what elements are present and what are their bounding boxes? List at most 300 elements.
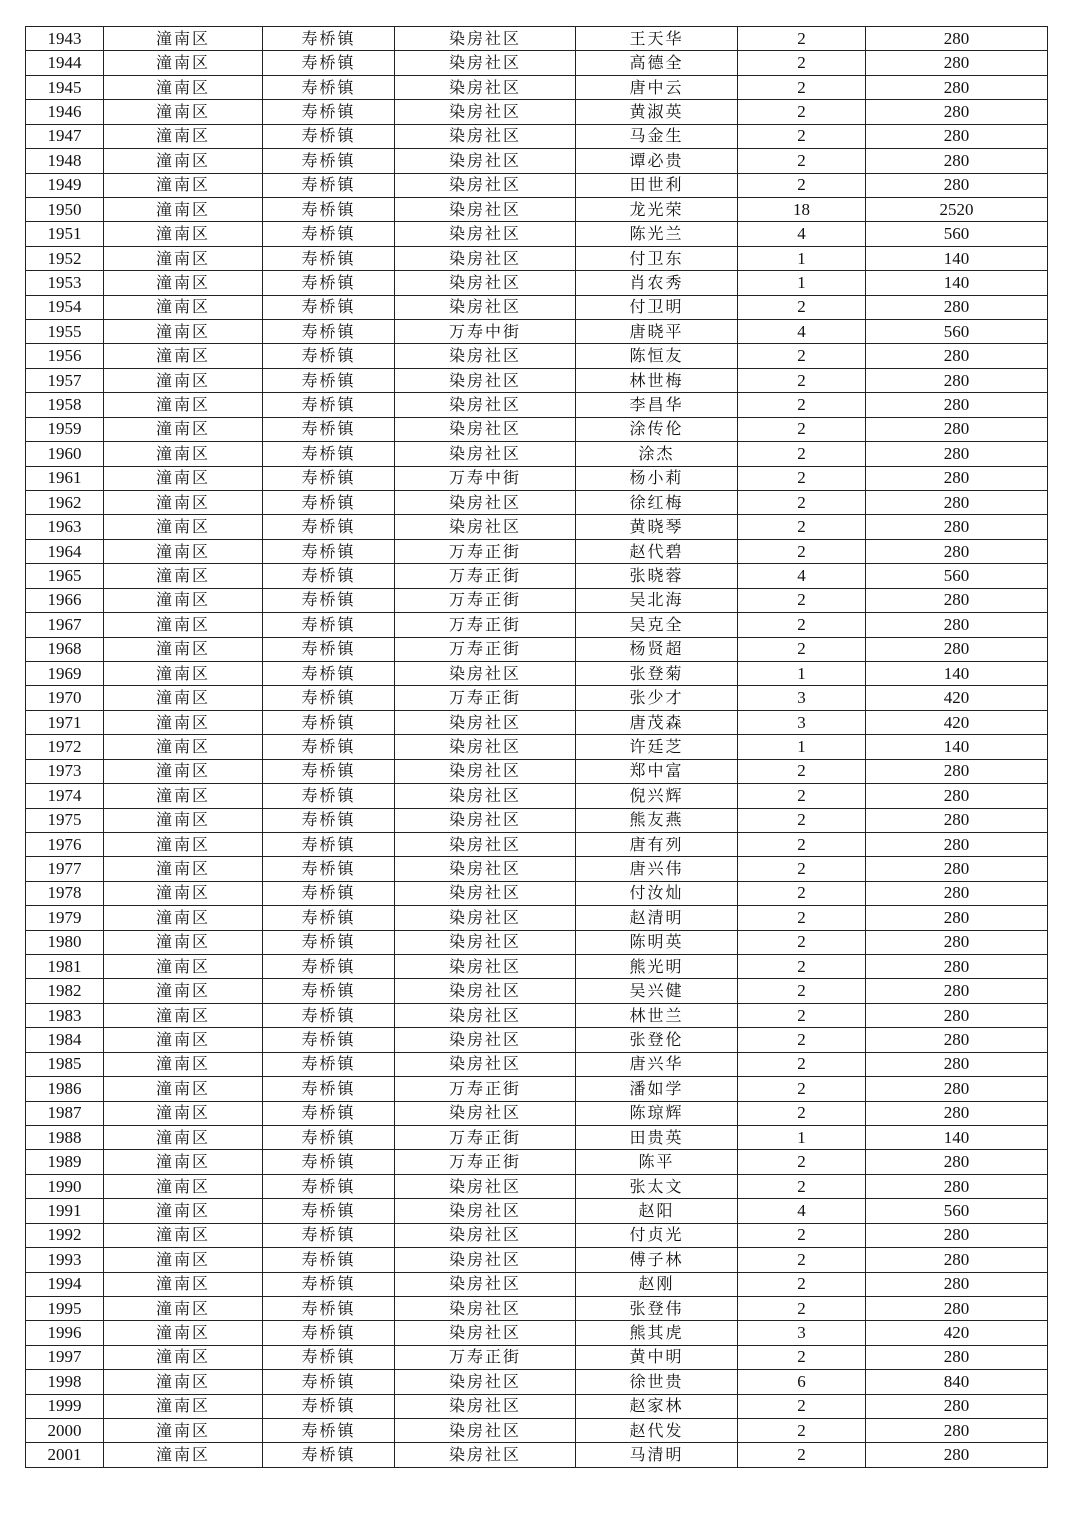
- district-cell: 潼南区: [104, 613, 263, 637]
- district-cell: 潼南区: [104, 368, 263, 392]
- town-cell: 寿桥镇: [263, 564, 395, 588]
- town-cell: 寿桥镇: [263, 1370, 395, 1394]
- name-cell: 黄淑英: [576, 100, 738, 124]
- amount-cell: 280: [866, 1052, 1048, 1076]
- amount-cell: 420: [866, 686, 1048, 710]
- district-cell: 潼南区: [104, 1199, 263, 1223]
- index-cell: 1971: [26, 710, 104, 734]
- district-cell: 潼南区: [104, 808, 263, 832]
- community-cell: 万寿正街: [395, 1077, 576, 1101]
- amount-cell: 280: [866, 808, 1048, 832]
- name-cell: 付卫明: [576, 295, 738, 319]
- amount-cell: 280: [866, 491, 1048, 515]
- amount-cell: 280: [866, 613, 1048, 637]
- community-cell: 染房社区: [395, 1321, 576, 1345]
- name-cell: 王天华: [576, 27, 738, 51]
- community-cell: 染房社区: [395, 1199, 576, 1223]
- town-cell: 寿桥镇: [263, 149, 395, 173]
- community-cell: 染房社区: [395, 173, 576, 197]
- count-cell: 3: [738, 1321, 866, 1345]
- community-cell: 染房社区: [395, 1370, 576, 1394]
- district-cell: 潼南区: [104, 515, 263, 539]
- community-cell: 染房社区: [395, 246, 576, 270]
- name-cell: 熊其虎: [576, 1321, 738, 1345]
- count-cell: 2: [738, 417, 866, 441]
- amount-cell: 280: [866, 1101, 1048, 1125]
- table-row: [26, 1443, 1048, 1467]
- district-cell: 潼南区: [104, 320, 263, 344]
- index-cell: 1956: [26, 344, 104, 368]
- town-cell: 寿桥镇: [263, 613, 395, 637]
- district-cell: 潼南区: [104, 295, 263, 319]
- town-cell: 寿桥镇: [263, 1248, 395, 1272]
- district-cell: 潼南区: [104, 1296, 263, 1320]
- count-cell: 2: [738, 466, 866, 490]
- district-cell: 潼南区: [104, 124, 263, 148]
- community-cell: 万寿正街: [395, 637, 576, 661]
- amount-cell: 280: [866, 1248, 1048, 1272]
- amount-cell: 280: [866, 1345, 1048, 1369]
- name-cell: 陈平: [576, 1150, 738, 1174]
- community-cell: 染房社区: [395, 1174, 576, 1198]
- table-row: [26, 246, 1048, 270]
- index-cell: 1958: [26, 393, 104, 417]
- index-cell: 1980: [26, 930, 104, 954]
- index-cell: 1987: [26, 1101, 104, 1125]
- town-cell: 寿桥镇: [263, 100, 395, 124]
- town-cell: 寿桥镇: [263, 1150, 395, 1174]
- count-cell: 2: [738, 1296, 866, 1320]
- amount-cell: 280: [866, 539, 1048, 563]
- count-cell: 2: [738, 539, 866, 563]
- name-cell: 赵代碧: [576, 539, 738, 563]
- index-cell: 1996: [26, 1321, 104, 1345]
- town-cell: 寿桥镇: [263, 906, 395, 930]
- table-row: [26, 1199, 1048, 1223]
- name-cell: 赵阳: [576, 1199, 738, 1223]
- count-cell: 2: [738, 442, 866, 466]
- community-cell: 染房社区: [395, 979, 576, 1003]
- community-cell: 染房社区: [395, 27, 576, 51]
- town-cell: 寿桥镇: [263, 955, 395, 979]
- index-cell: 1964: [26, 539, 104, 563]
- table-row: [26, 1223, 1048, 1247]
- index-cell: 1965: [26, 564, 104, 588]
- index-cell: 1953: [26, 271, 104, 295]
- name-cell: 林世梅: [576, 368, 738, 392]
- district-cell: 潼南区: [104, 539, 263, 563]
- amount-cell: 840: [866, 1370, 1048, 1394]
- index-cell: 1989: [26, 1150, 104, 1174]
- community-cell: 染房社区: [395, 100, 576, 124]
- community-cell: 染房社区: [395, 1394, 576, 1418]
- town-cell: 寿桥镇: [263, 1419, 395, 1443]
- district-cell: 潼南区: [104, 100, 263, 124]
- table-row: [26, 784, 1048, 808]
- name-cell: 吴克全: [576, 613, 738, 637]
- community-cell: 万寿正街: [395, 564, 576, 588]
- town-cell: 寿桥镇: [263, 1003, 395, 1027]
- count-cell: 2: [738, 75, 866, 99]
- table-row: [26, 27, 1048, 51]
- name-cell: 张太文: [576, 1174, 738, 1198]
- table-row: [26, 1370, 1048, 1394]
- district-cell: 潼南区: [104, 491, 263, 515]
- name-cell: 唐有列: [576, 832, 738, 856]
- name-cell: 杨小莉: [576, 466, 738, 490]
- town-cell: 寿桥镇: [263, 1199, 395, 1223]
- district-cell: 潼南区: [104, 1150, 263, 1174]
- amount-cell: 280: [866, 27, 1048, 51]
- index-cell: 1973: [26, 759, 104, 783]
- community-cell: 万寿正街: [395, 686, 576, 710]
- table-row: [26, 515, 1048, 539]
- community-cell: 染房社区: [395, 295, 576, 319]
- name-cell: 陈恒友: [576, 344, 738, 368]
- count-cell: 2: [738, 515, 866, 539]
- town-cell: 寿桥镇: [263, 588, 395, 612]
- index-cell: 1967: [26, 613, 104, 637]
- name-cell: 付汝灿: [576, 881, 738, 905]
- district-cell: 潼南区: [104, 1052, 263, 1076]
- district-cell: 潼南区: [104, 344, 263, 368]
- count-cell: 2: [738, 613, 866, 637]
- table-row: [26, 857, 1048, 881]
- index-cell: 1992: [26, 1223, 104, 1247]
- community-cell: 染房社区: [395, 515, 576, 539]
- town-cell: 寿桥镇: [263, 1223, 395, 1247]
- table-row: [26, 1419, 1048, 1443]
- district-cell: 潼南区: [104, 1003, 263, 1027]
- town-cell: 寿桥镇: [263, 197, 395, 221]
- count-cell: 4: [738, 1199, 866, 1223]
- amount-cell: 280: [866, 442, 1048, 466]
- table-row: [26, 1077, 1048, 1101]
- name-cell: 张晓蓉: [576, 564, 738, 588]
- count-cell: 3: [738, 710, 866, 734]
- count-cell: 2: [738, 784, 866, 808]
- amount-cell: 280: [866, 759, 1048, 783]
- count-cell: 2: [738, 124, 866, 148]
- community-cell: 染房社区: [395, 393, 576, 417]
- count-cell: 2: [738, 1272, 866, 1296]
- amount-cell: 280: [866, 75, 1048, 99]
- amount-cell: 280: [866, 881, 1048, 905]
- table-row: [26, 173, 1048, 197]
- name-cell: 郑中富: [576, 759, 738, 783]
- town-cell: 寿桥镇: [263, 1394, 395, 1418]
- town-cell: 寿桥镇: [263, 320, 395, 344]
- index-cell: 1999: [26, 1394, 104, 1418]
- community-cell: 染房社区: [395, 344, 576, 368]
- community-cell: 染房社区: [395, 1248, 576, 1272]
- count-cell: 2: [738, 1174, 866, 1198]
- community-cell: 染房社区: [395, 784, 576, 808]
- amount-cell: 280: [866, 173, 1048, 197]
- name-cell: 吴兴健: [576, 979, 738, 1003]
- count-cell: 2: [738, 1248, 866, 1272]
- name-cell: 傅子林: [576, 1248, 738, 1272]
- community-cell: 染房社区: [395, 1296, 576, 1320]
- count-cell: 2: [738, 1101, 866, 1125]
- district-cell: 潼南区: [104, 1394, 263, 1418]
- district-cell: 潼南区: [104, 1345, 263, 1369]
- town-cell: 寿桥镇: [263, 27, 395, 51]
- index-cell: 1988: [26, 1125, 104, 1149]
- index-cell: 1955: [26, 320, 104, 344]
- table-row: [26, 1003, 1048, 1027]
- community-cell: 染房社区: [395, 1443, 576, 1467]
- amount-cell: 280: [866, 1419, 1048, 1443]
- name-cell: 高德全: [576, 51, 738, 75]
- community-cell: 万寿正街: [395, 539, 576, 563]
- community-cell: 万寿正街: [395, 1125, 576, 1149]
- name-cell: 唐茂森: [576, 710, 738, 734]
- count-cell: 4: [738, 564, 866, 588]
- name-cell: 陈琼辉: [576, 1101, 738, 1125]
- table-row: [26, 759, 1048, 783]
- district-cell: 潼南区: [104, 1443, 263, 1467]
- name-cell: 黄晓琴: [576, 515, 738, 539]
- amount-cell: 280: [866, 832, 1048, 856]
- amount-cell: 560: [866, 564, 1048, 588]
- table-row: [26, 710, 1048, 734]
- community-cell: 染房社区: [395, 710, 576, 734]
- count-cell: 2: [738, 881, 866, 905]
- amount-cell: 280: [866, 149, 1048, 173]
- index-cell: 1950: [26, 197, 104, 221]
- count-cell: 2: [738, 906, 866, 930]
- count-cell: 2: [738, 979, 866, 1003]
- town-cell: 寿桥镇: [263, 661, 395, 685]
- amount-cell: 280: [866, 515, 1048, 539]
- table-row: [26, 637, 1048, 661]
- amount-cell: 140: [866, 1125, 1048, 1149]
- table-row: [26, 271, 1048, 295]
- district-cell: 潼南区: [104, 1321, 263, 1345]
- town-cell: 寿桥镇: [263, 1272, 395, 1296]
- table-row: [26, 564, 1048, 588]
- amount-cell: 420: [866, 1321, 1048, 1345]
- index-cell: 1963: [26, 515, 104, 539]
- index-cell: 1983: [26, 1003, 104, 1027]
- count-cell: 2: [738, 393, 866, 417]
- count-cell: 4: [738, 222, 866, 246]
- town-cell: 寿桥镇: [263, 539, 395, 563]
- amount-cell: 2520: [866, 197, 1048, 221]
- name-cell: 陈明英: [576, 930, 738, 954]
- count-cell: 2: [738, 1077, 866, 1101]
- index-cell: 1959: [26, 417, 104, 441]
- index-cell: 1944: [26, 51, 104, 75]
- table-row: [26, 661, 1048, 685]
- amount-cell: 280: [866, 1394, 1048, 1418]
- amount-cell: 560: [866, 320, 1048, 344]
- amount-cell: 560: [866, 222, 1048, 246]
- name-cell: 赵刚: [576, 1272, 738, 1296]
- table-row: [26, 832, 1048, 856]
- table-row: [26, 197, 1048, 221]
- index-cell: 1960: [26, 442, 104, 466]
- count-cell: 2: [738, 1028, 866, 1052]
- district-cell: 潼南区: [104, 173, 263, 197]
- index-cell: 1984: [26, 1028, 104, 1052]
- count-cell: 2: [738, 1003, 866, 1027]
- community-cell: 染房社区: [395, 442, 576, 466]
- table-row: [26, 808, 1048, 832]
- community-cell: 染房社区: [395, 1028, 576, 1052]
- district-cell: 潼南区: [104, 1248, 263, 1272]
- community-cell: 染房社区: [395, 368, 576, 392]
- community-cell: 染房社区: [395, 906, 576, 930]
- count-cell: 2: [738, 149, 866, 173]
- town-cell: 寿桥镇: [263, 1101, 395, 1125]
- amount-cell: 140: [866, 271, 1048, 295]
- name-cell: 张登伟: [576, 1296, 738, 1320]
- town-cell: 寿桥镇: [263, 1174, 395, 1198]
- district-cell: 潼南区: [104, 1101, 263, 1125]
- amount-cell: 280: [866, 466, 1048, 490]
- count-cell: 1: [738, 271, 866, 295]
- district-cell: 潼南区: [104, 735, 263, 759]
- district-cell: 潼南区: [104, 1419, 263, 1443]
- table-row: [26, 906, 1048, 930]
- count-cell: 2: [738, 955, 866, 979]
- district-cell: 潼南区: [104, 197, 263, 221]
- town-cell: 寿桥镇: [263, 368, 395, 392]
- district-cell: 潼南区: [104, 149, 263, 173]
- community-cell: 染房社区: [395, 1419, 576, 1443]
- amount-cell: 280: [866, 51, 1048, 75]
- count-cell: 2: [738, 759, 866, 783]
- community-cell: 万寿中街: [395, 466, 576, 490]
- town-cell: 寿桥镇: [263, 491, 395, 515]
- town-cell: 寿桥镇: [263, 515, 395, 539]
- name-cell: 张登菊: [576, 661, 738, 685]
- community-cell: 染房社区: [395, 661, 576, 685]
- amount-cell: 280: [866, 637, 1048, 661]
- table-row: [26, 100, 1048, 124]
- index-cell: 1957: [26, 368, 104, 392]
- amount-cell: 280: [866, 1150, 1048, 1174]
- district-cell: 潼南区: [104, 564, 263, 588]
- index-cell: 1961: [26, 466, 104, 490]
- table-row: [26, 955, 1048, 979]
- table-row: [26, 1052, 1048, 1076]
- town-cell: 寿桥镇: [263, 832, 395, 856]
- community-cell: 染房社区: [395, 832, 576, 856]
- district-cell: 潼南区: [104, 881, 263, 905]
- amount-cell: 280: [866, 1003, 1048, 1027]
- town-cell: 寿桥镇: [263, 1028, 395, 1052]
- community-cell: 染房社区: [395, 51, 576, 75]
- town-cell: 寿桥镇: [263, 222, 395, 246]
- table-row: [26, 588, 1048, 612]
- community-cell: 染房社区: [395, 735, 576, 759]
- index-cell: 1998: [26, 1370, 104, 1394]
- index-cell: 1970: [26, 686, 104, 710]
- district-cell: 潼南区: [104, 1223, 263, 1247]
- name-cell: 赵家林: [576, 1394, 738, 1418]
- community-cell: 染房社区: [395, 955, 576, 979]
- district-cell: 潼南区: [104, 442, 263, 466]
- amount-cell: 280: [866, 417, 1048, 441]
- town-cell: 寿桥镇: [263, 1443, 395, 1467]
- name-cell: 张少才: [576, 686, 738, 710]
- index-cell: 1982: [26, 979, 104, 1003]
- name-cell: 陈光兰: [576, 222, 738, 246]
- count-cell: 2: [738, 368, 866, 392]
- index-cell: 1997: [26, 1345, 104, 1369]
- count-cell: 4: [738, 320, 866, 344]
- name-cell: 黄中明: [576, 1345, 738, 1369]
- town-cell: 寿桥镇: [263, 271, 395, 295]
- community-cell: 染房社区: [395, 808, 576, 832]
- district-cell: 潼南区: [104, 1174, 263, 1198]
- town-cell: 寿桥镇: [263, 393, 395, 417]
- district-cell: 潼南区: [104, 979, 263, 1003]
- table-row: [26, 222, 1048, 246]
- name-cell: 杨贤超: [576, 637, 738, 661]
- count-cell: 1: [738, 246, 866, 270]
- index-cell: 1947: [26, 124, 104, 148]
- district-cell: 潼南区: [104, 710, 263, 734]
- community-cell: 染房社区: [395, 1272, 576, 1296]
- community-cell: 染房社区: [395, 930, 576, 954]
- amount-cell: 280: [866, 1223, 1048, 1247]
- district-cell: 潼南区: [104, 417, 263, 441]
- town-cell: 寿桥镇: [263, 857, 395, 881]
- community-cell: 染房社区: [395, 271, 576, 295]
- index-cell: 1962: [26, 491, 104, 515]
- table-row: [26, 1125, 1048, 1149]
- index-cell: 1943: [26, 27, 104, 51]
- index-cell: 1994: [26, 1272, 104, 1296]
- name-cell: 李昌华: [576, 393, 738, 417]
- amount-cell: 280: [866, 1174, 1048, 1198]
- index-cell: 1979: [26, 906, 104, 930]
- table-row: [26, 51, 1048, 75]
- count-cell: 6: [738, 1370, 866, 1394]
- name-cell: 龙光荣: [576, 197, 738, 221]
- name-cell: 徐世贵: [576, 1370, 738, 1394]
- name-cell: 唐兴伟: [576, 857, 738, 881]
- district-cell: 潼南区: [104, 271, 263, 295]
- index-cell: 2001: [26, 1443, 104, 1467]
- index-cell: 1949: [26, 173, 104, 197]
- count-cell: 2: [738, 808, 866, 832]
- amount-cell: 280: [866, 295, 1048, 319]
- index-cell: 1972: [26, 735, 104, 759]
- district-cell: 潼南区: [104, 637, 263, 661]
- table-row: [26, 735, 1048, 759]
- count-cell: 2: [738, 1223, 866, 1247]
- amount-cell: 280: [866, 906, 1048, 930]
- community-cell: 染房社区: [395, 75, 576, 99]
- town-cell: 寿桥镇: [263, 173, 395, 197]
- count-cell: 2: [738, 295, 866, 319]
- name-cell: 许廷芝: [576, 735, 738, 759]
- name-cell: 潘如学: [576, 1077, 738, 1101]
- name-cell: 倪兴辉: [576, 784, 738, 808]
- district-cell: 潼南区: [104, 75, 263, 99]
- table-row: [26, 149, 1048, 173]
- district-cell: 潼南区: [104, 1028, 263, 1052]
- name-cell: 唐中云: [576, 75, 738, 99]
- amount-cell: 280: [866, 930, 1048, 954]
- town-cell: 寿桥镇: [263, 344, 395, 368]
- town-cell: 寿桥镇: [263, 881, 395, 905]
